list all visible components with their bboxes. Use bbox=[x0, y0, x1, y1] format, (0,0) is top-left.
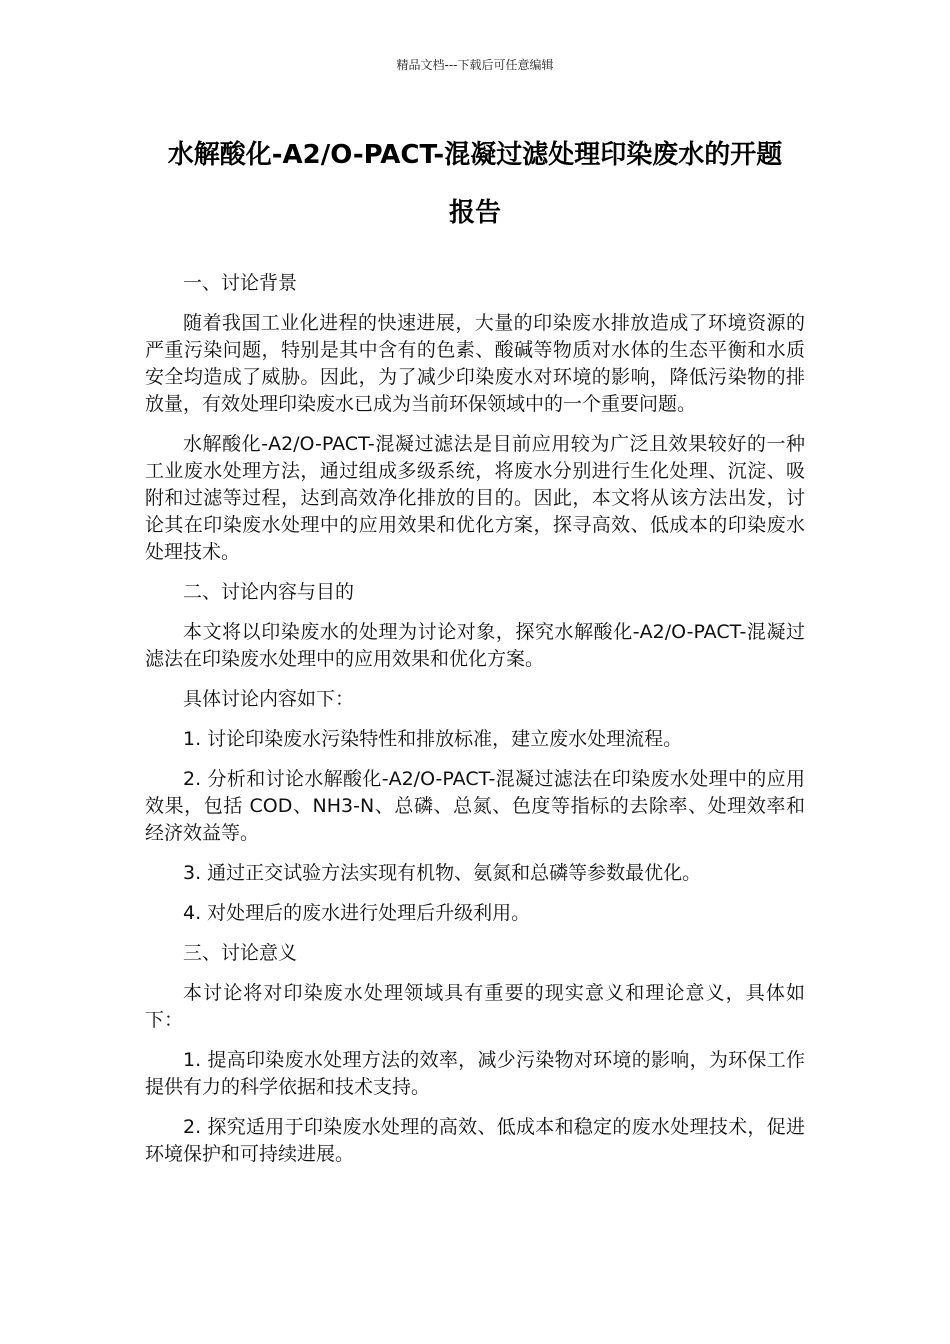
paragraph-background-1: 随着我国工业化进程的快速进展，大量的印染废水排放造成了环境资源的严重污染问题，特别是其中含有的色素、酸碱等物质对水体的生态平衡和水质安全均造成了威胁。因此，为了减少印染废水对环境的影响，降低污染物的排放量，有效处理印染废水已成为当前环保领域中的一个重要问题。 bbox=[145, 312, 805, 415]
list-item-content-2: 2. 分析和讨论水解酸化-A2/O-PACT-混凝过滤法在印染废水处理中的应用效果，包括 COD、NH3-N、总磷、总氮、色度等指标的去除率、处理效率和经济效益等。 bbox=[145, 768, 805, 844]
paragraph-background-2: 水解酸化-A2/O-PACT-混凝过滤法是目前应用较为广泛且效果较好的一种工业废水处理方法，通过组成多级系统，将废水分别进行生化处理、沉淀、吸附和过滤等过程，达到高效净化排放的目的。因此，本文将从该方法出发，讨论其在印染废水处理中的应用效果和优化方案，探寻高效、低成本的印染废水处理技术。 bbox=[145, 433, 805, 563]
document-body bbox=[145, 270, 805, 1181]
document-title-line-2: 报告 bbox=[448, 198, 501, 228]
list-item-significance-1: 1. 提高印染废水处理方法的效率，减少污染物对环境的影响，为环保工作提供有力的科学依据和技术支持。 bbox=[145, 1049, 805, 1098]
paragraph-significance-intro: 本讨论将对印染废水处理领域具有重要的现实意义和理论意义，具体如下： bbox=[145, 982, 805, 1031]
list-item-significance-2: 2. 探究适用于印染废水处理的高效、低成本和稳定的废水处理技术，促进环境保护和可持续进展。 bbox=[145, 1116, 805, 1165]
document-title-line-1: 水解酸化-A2/O-PACT-混凝过滤处理印染废水的开题 bbox=[167, 140, 783, 170]
paragraph-content-intro: 本文将以印染废水的处理为讨论对象，探究水解酸化-A2/O-PACT-混凝过滤法在印染废水处理中的应用效果和优化方案。 bbox=[145, 621, 805, 670]
paragraph-content-list-lead: 具体讨论内容如下： bbox=[183, 688, 355, 710]
section-heading-significance: 三、讨论意义 bbox=[183, 942, 298, 964]
list-item-content-4: 4. 对处理后的废水进行处理后升级利用。 bbox=[183, 902, 531, 924]
list-item-content-3: 3. 通过正交试验方法实现有机物、氨氮和总磷等参数最优化。 bbox=[183, 862, 702, 884]
section-heading-background: 一、讨论背景 bbox=[183, 272, 298, 294]
section-heading-content-purpose: 二、讨论内容与目的 bbox=[183, 581, 355, 603]
list-item-content-1: 1. 讨论印染废水污染特性和排放标准，建立废水处理流程。 bbox=[183, 728, 683, 750]
page-header-note: 精品文档---下载后可任意编辑 bbox=[396, 58, 554, 72]
